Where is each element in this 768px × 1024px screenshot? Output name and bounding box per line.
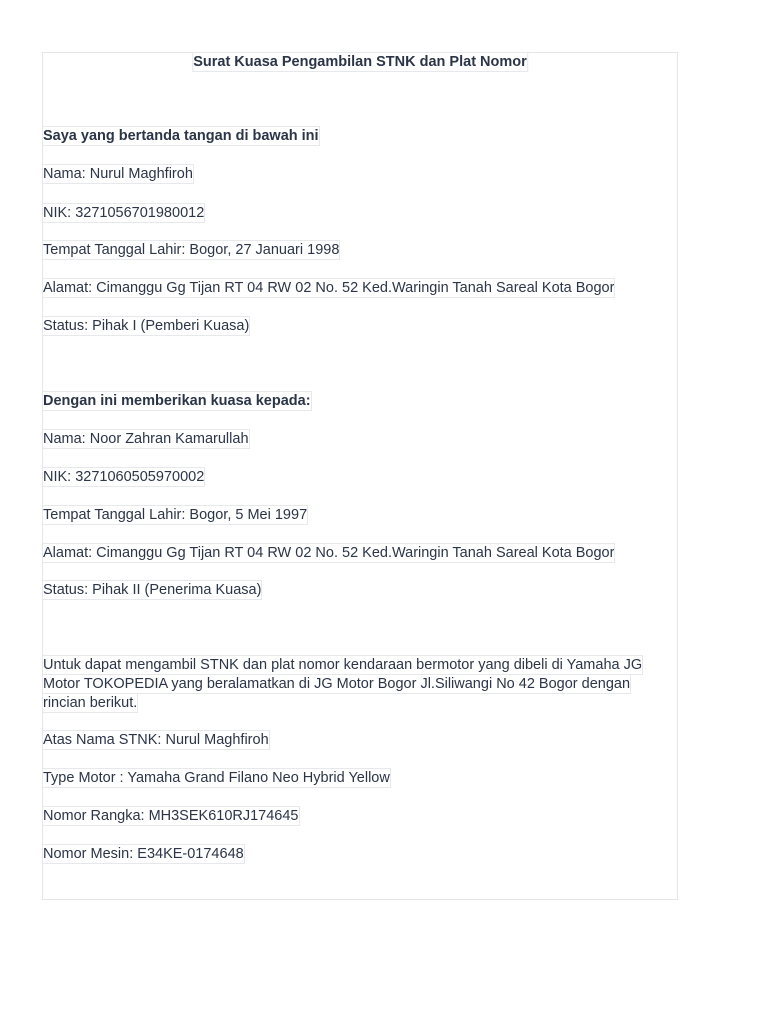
document-title: Surat Kuasa Pengambilan STNK dan Plat Nomor [193,54,527,70]
grantee-alamat: Alamat: Cimanggu Gg Tijan RT 04 RW 02 No. 52 Ked.Waringin Tanah Sareal Kota Bogor [43,545,615,561]
vehicle-nomor-rangka: Nomor Rangka: MH3SEK610RJ174645 [43,808,299,824]
grantee-nama: Nama: Noor Zahran Kamarullah [43,431,249,447]
grantee-nik: NIK: 3271060505970002 [43,469,205,485]
purpose-line-3: rincian berikut. [43,695,138,711]
grantor-status: Status: Pihak I (Pemberi Kuasa) [43,318,250,334]
vehicle-nomor-mesin: Nomor Mesin: E34KE-0174648 [43,846,244,862]
grantor-nik: NIK: 3271056701980012 [43,205,205,221]
grantee-heading: Dengan ini memberikan kuasa kepada: [43,393,311,409]
grantor-heading: Saya yang bertanda tangan di bawah ini [43,128,319,144]
grantor-alamat: Alamat: Cimanggu Gg Tijan RT 04 RW 02 No. 52 Ked.Waringin Tanah Sareal Kota Bogor [43,280,615,296]
grantee-ttl: Tempat Tanggal Lahir: Bogor, 5 Mei 1997 [43,507,308,523]
purpose-line-1: Untuk dapat mengambil STNK dan plat nomor kendaraan bermotor yang dibeli di Yamaha JG [43,657,643,673]
grantee-status: Status: Pihak II (Penerima Kuasa) [43,582,262,598]
document-page [42,52,678,900]
grantor-ttl: Tempat Tanggal Lahir: Bogor, 27 Januari 1998 [43,242,340,258]
vehicle-atas-nama: Atas Nama STNK: Nurul Maghfiroh [43,732,269,748]
vehicle-type: Type Motor : Yamaha Grand Filano Neo Hybrid Yellow [43,770,390,786]
purpose-line-2: Motor TOKOPEDIA yang beralamatkan di JG Motor Bogor Jl.Siliwangi No 42 Bogor dengan [43,676,631,692]
grantor-nama: Nama: Nurul Maghfiroh [43,166,193,182]
